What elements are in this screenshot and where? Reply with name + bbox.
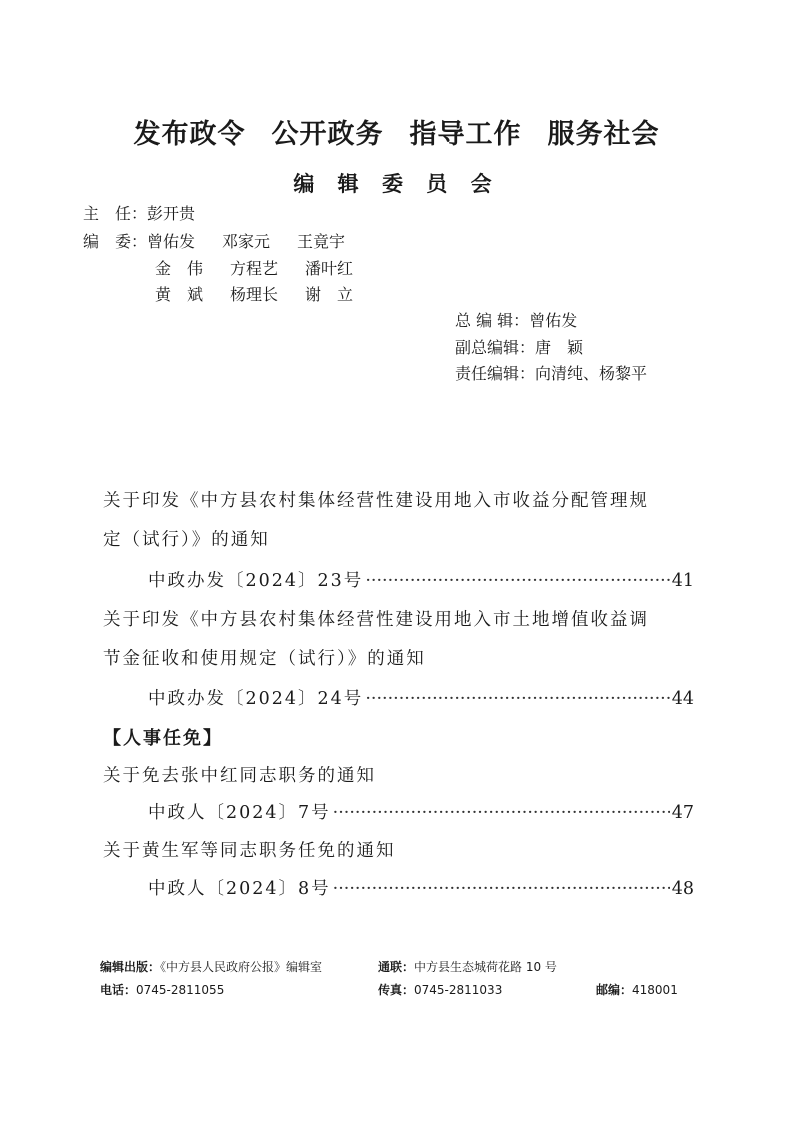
member-name: 王竟宇 (297, 232, 346, 251)
toc-page-number: 44 (671, 689, 694, 709)
footer-publisher (100, 958, 322, 975)
phone-label: 电话： (100, 983, 137, 997)
toc-item-title[interactable]: 关于印发《中方县农村集体经营性建设用地入市收益分配管理规 (103, 491, 649, 511)
publisher-value: 《中方县人民政府公报》编辑室 (160, 960, 323, 974)
director-name: 彭开贵 (147, 204, 196, 223)
toc-entry-line[interactable] (148, 875, 694, 900)
member-name: 黄 斌 (155, 285, 204, 304)
toc-item-title[interactable]: 关于黄生军等同志职务任免的通知 (103, 841, 396, 861)
member-name: 杨理长 (230, 285, 279, 304)
toc-section-heading: 【人事任免】 (103, 728, 223, 749)
member-name: 谢 立 (305, 285, 354, 304)
slogan-3: 指导工作 (409, 119, 522, 150)
toc-leader-dots (333, 879, 670, 899)
director-row (83, 201, 195, 224)
toc-entry-line[interactable] (148, 567, 694, 592)
members-row-2 (155, 256, 380, 279)
toc-page-number: 48 (671, 879, 694, 899)
footer-fax (378, 981, 502, 998)
toc-item-title[interactable]: 关于印发《中方县农村集体经营性建设用地入市土地增值收益调 (103, 610, 649, 630)
address-label: 通联： (378, 960, 415, 974)
footer-address (378, 958, 557, 975)
postcode-label: 邮编： (596, 983, 633, 997)
responsible-editor-name: 向清纯、杨黎平 (535, 364, 648, 383)
fax-label: 传真： (378, 983, 415, 997)
toc-item-title[interactable]: 定（试行）》的通知 (103, 530, 270, 550)
toc-entry-line[interactable] (148, 685, 694, 710)
toc-item-title[interactable]: 关于免去张中红同志职务的通知 (103, 766, 376, 786)
postcode-value: 418001 (632, 983, 678, 997)
toc-leader-dots (365, 571, 669, 591)
member-name: 金 伟 (155, 259, 204, 278)
chief-editor-label: 总 编 辑： (455, 311, 530, 330)
toc-leader-dots (333, 803, 670, 823)
deputy-editor-label: 副总编辑： (455, 338, 536, 357)
member-name: 曾佑发 (147, 232, 196, 251)
slogan (0, 112, 793, 151)
toc-leader-dots (365, 689, 669, 709)
toc-page-number: 47 (671, 803, 694, 823)
publisher-label: 编辑出版： (100, 960, 161, 974)
members-label: 编 委： (83, 232, 148, 251)
member-name: 方程艺 (230, 259, 279, 278)
chief-editor-name: 曾佑发 (529, 311, 578, 330)
toc-doc-number: 中政办发〔2024〕23号 (148, 571, 364, 591)
slogan-2: 公开政务 (271, 119, 384, 150)
committee-title: 编 辑 委 员 会 (293, 172, 500, 196)
chief-editor-row (455, 308, 577, 331)
members-row-1 (83, 229, 372, 252)
footer-phone (100, 981, 224, 998)
toc-entry-line[interactable] (148, 799, 694, 824)
toc-page-number: 41 (671, 571, 694, 591)
member-name: 潘叶红 (305, 259, 354, 278)
footer-postcode (596, 981, 678, 998)
toc-doc-number: 中政办发〔2024〕24号 (148, 689, 364, 709)
toc-doc-number: 中政人〔2024〕7号 (148, 803, 331, 823)
responsible-editor-label: 责任编辑： (455, 364, 536, 383)
toc-item-title[interactable]: 节金征收和使用规定（试行）》的通知 (103, 649, 426, 669)
director-label: 主 任： (83, 204, 148, 223)
fax-value: 0745-2811033 (414, 983, 503, 997)
deputy-editor-row (455, 335, 583, 358)
phone-value: 0745-2811055 (136, 983, 225, 997)
members-row-3 (155, 282, 380, 305)
slogan-1: 发布政令 (133, 119, 246, 150)
slogan-4: 服务社会 (547, 119, 660, 150)
member-name: 邓家元 (222, 232, 271, 251)
toc-doc-number: 中政人〔2024〕8号 (148, 879, 331, 899)
responsible-editor-row (455, 361, 647, 384)
address-value: 中方县生态城荷花路 10 号 (414, 960, 557, 974)
deputy-editor-name: 唐 颖 (535, 338, 584, 357)
